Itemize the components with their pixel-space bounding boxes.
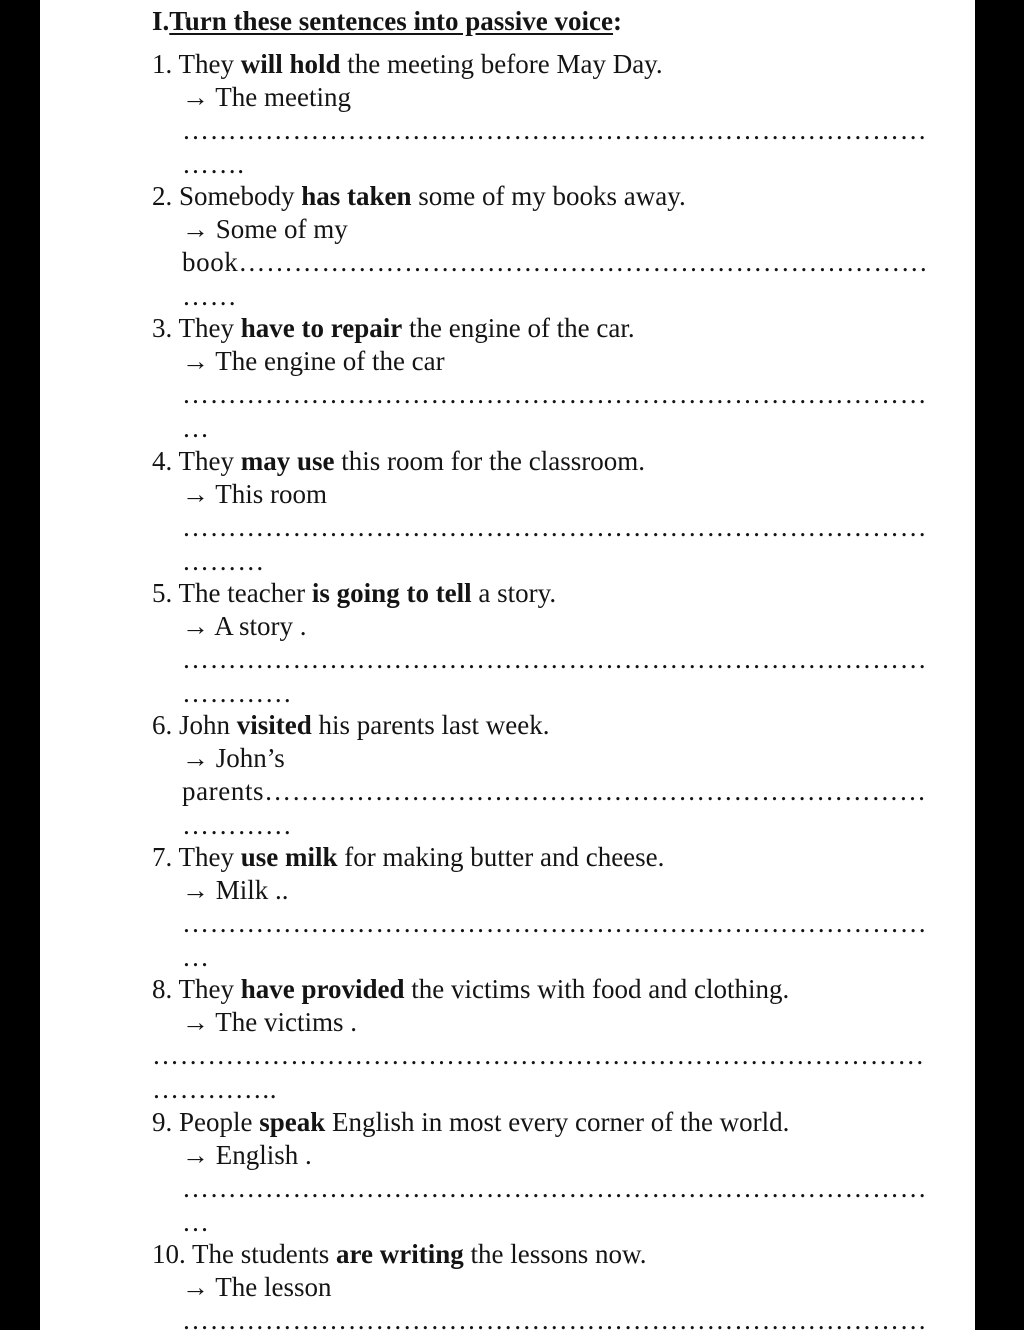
answer-line-2[interactable]: ………….. [152,1074,278,1104]
question-text-after: his parents last week. [311,710,550,740]
answer-prompt-8: → The victims . [182,1007,357,1037]
worksheet-page [40,0,975,1330]
item-number: 2. [152,181,173,211]
question-text-after: the victims with food and clothing. [404,974,790,1004]
question-text-after: this room for the classroom. [334,446,645,476]
question-text-before: People [179,1107,260,1137]
answer-continuation: book [182,247,239,277]
question-text-before: They [178,313,241,343]
answer-line-1 [182,775,927,807]
answer-blank[interactable]: ……………………………………………………………… [264,776,927,806]
answer-line-1[interactable]: ………………………………………………………………………… [152,1040,925,1070]
question-text-after: a story. [471,578,557,608]
answer-line-2[interactable]: ……… [182,546,265,576]
answer-prompt-1: → The meeting [182,82,351,112]
question-10 [152,1238,646,1270]
answer-prompt-9: → English . [182,1140,312,1170]
answer-line-2[interactable]: … [182,1207,210,1237]
question-verb-bold: has taken [301,181,412,211]
answer-prompt-4: → This room [182,479,328,509]
section-heading: I.Turn these sentences into passive voice: [152,6,623,36]
answer-line-2[interactable]: ……. [182,149,245,179]
question-5 [152,577,556,609]
question-text-before: They [178,842,241,872]
question-verb-bold: use milk [240,842,338,872]
question-7 [152,841,664,873]
question-text-after: some of my books away. [411,181,686,211]
answer-line-1[interactable]: ……………………………………………………………………… [182,644,928,674]
question-verb-bold: visited [236,710,312,740]
question-text-before: They [178,446,241,476]
answer-prompt-7: → Milk .. [182,875,289,905]
question-verb-bold: speak [259,1107,326,1137]
question-text-after: the meeting before May Day. [340,49,663,79]
question-text-after: the lessons now. [463,1239,647,1269]
question-verb-bold: may use [240,446,335,476]
item-number: 7. [152,842,173,872]
answer-line-2[interactable]: … [182,942,210,972]
question-verb-bold: have to repair [240,313,403,343]
answer-line-1[interactable]: ……………………………………………………………………… [182,908,928,938]
answer-prompt-6: → John’s [182,743,285,773]
item-number: 5. [152,578,173,608]
question-4 [152,445,645,477]
question-text-before: They [178,49,241,79]
item-number: 4. [152,446,173,476]
question-9 [152,1106,789,1138]
item-number: 6. [152,710,173,740]
answer-prompt-3: → The engine of the car [182,346,445,376]
item-number: 9. [152,1107,173,1137]
question-verb-bold: are writing [336,1239,464,1269]
question-6 [152,709,549,741]
answer-prompt-5: → A story . [182,611,307,641]
question-2 [152,180,686,212]
question-verb-bold: is going to tell [311,578,472,608]
item-number: 8. [152,974,173,1004]
item-number: 3. [152,313,173,343]
answer-line-2[interactable]: … [182,413,210,443]
question-verb-bold: have provided [240,974,405,1004]
question-8 [152,973,789,1005]
answer-blank[interactable]: ………………………………………………………………… [238,247,929,277]
answer-continuation: parents [182,776,265,806]
question-text-after: English in most every corner of the world. [325,1107,790,1137]
question-text-before: The students [192,1239,336,1269]
question-text-before: Somebody [179,181,302,211]
item-number: 10. [152,1239,186,1269]
question-text-before: The teacher [178,578,312,608]
answer-prompt-10: → The lesson [182,1272,332,1302]
question-text-before: They [178,974,241,1004]
answer-line-1[interactable]: ……………………………………………………………………… [182,379,928,409]
answer-line-1[interactable]: ……………………………………………………………………… [182,1173,928,1203]
question-text-after: the engine of the car. [402,313,635,343]
question-text-after: for making butter and cheese. [337,842,665,872]
answer-line-2[interactable]: ………… [182,678,293,708]
answer-line-1 [182,246,928,278]
answer-line-2[interactable]: …… [182,281,238,311]
answer-line-2[interactable]: ………… [182,810,293,840]
question-3 [152,312,635,344]
answer-line-1[interactable]: ……………………………………………………………………… [182,512,928,542]
answer-line-1[interactable]: ……………………………………………………………………… [182,1305,928,1330]
item-number: 1. [152,49,173,79]
question-1 [152,48,663,80]
answer-line-1[interactable]: ……………………………………………………………………… [182,115,928,145]
question-verb-bold: will hold [240,49,341,79]
question-text-before: John [179,710,237,740]
answer-prompt-2: → Some of my [182,214,348,244]
